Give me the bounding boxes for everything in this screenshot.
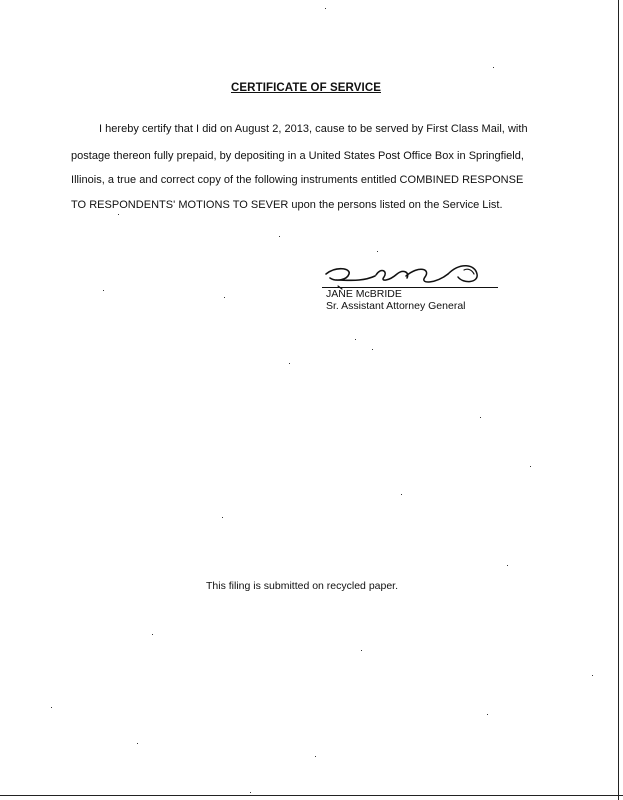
scan-speckle — [493, 67, 494, 68]
scan-speckle — [355, 339, 356, 340]
scan-speckle — [361, 650, 362, 651]
signer-name: JANE McBRIDE — [326, 288, 402, 300]
body-line-2: postage thereon fully prepaid, by depositing in a United States Post Office Box in Springfield, — [71, 150, 524, 162]
scan-speckle — [103, 290, 104, 291]
signer-title: Sr. Assistant Attorney General — [326, 300, 466, 312]
scan-speckle — [118, 214, 119, 215]
scan-speckle — [480, 417, 481, 418]
scan-speckle — [51, 707, 52, 708]
page-right-edge — [618, 0, 619, 800]
scan-speckle — [530, 466, 531, 467]
scan-speckle — [325, 8, 326, 9]
document-title: CERTIFICATE OF SERVICE — [230, 82, 381, 94]
scan-speckle — [224, 297, 225, 298]
scan-speckle — [222, 517, 223, 518]
body-line-3: Illinois, a true and correct copy of the following instruments entitled COMBINED RESPONSE — [71, 174, 524, 186]
scan-speckle — [372, 349, 373, 350]
scan-speckle — [279, 236, 280, 237]
scan-speckle — [152, 634, 153, 635]
scan-speckle — [137, 743, 138, 744]
scan-speckle — [315, 756, 316, 757]
body-line-4: TO RESPONDENTS' MOTIONS TO SEVER upon the persons listed on the Service List. — [71, 199, 503, 211]
page-bottom-edge — [0, 795, 623, 796]
recycled-paper-note: This filing is submitted on recycled paper. — [206, 580, 399, 592]
scan-speckle — [289, 363, 290, 364]
body-line-1: I hereby certify that I did on August 2, 2013, cause to be served by First Class Mail, with — [99, 123, 528, 135]
scan-speckle — [377, 251, 378, 252]
scan-speckle — [592, 675, 593, 676]
scan-speckle — [401, 494, 402, 495]
scan-speckle — [250, 792, 251, 793]
scan-speckle — [487, 714, 488, 715]
scan-speckle — [507, 565, 508, 566]
